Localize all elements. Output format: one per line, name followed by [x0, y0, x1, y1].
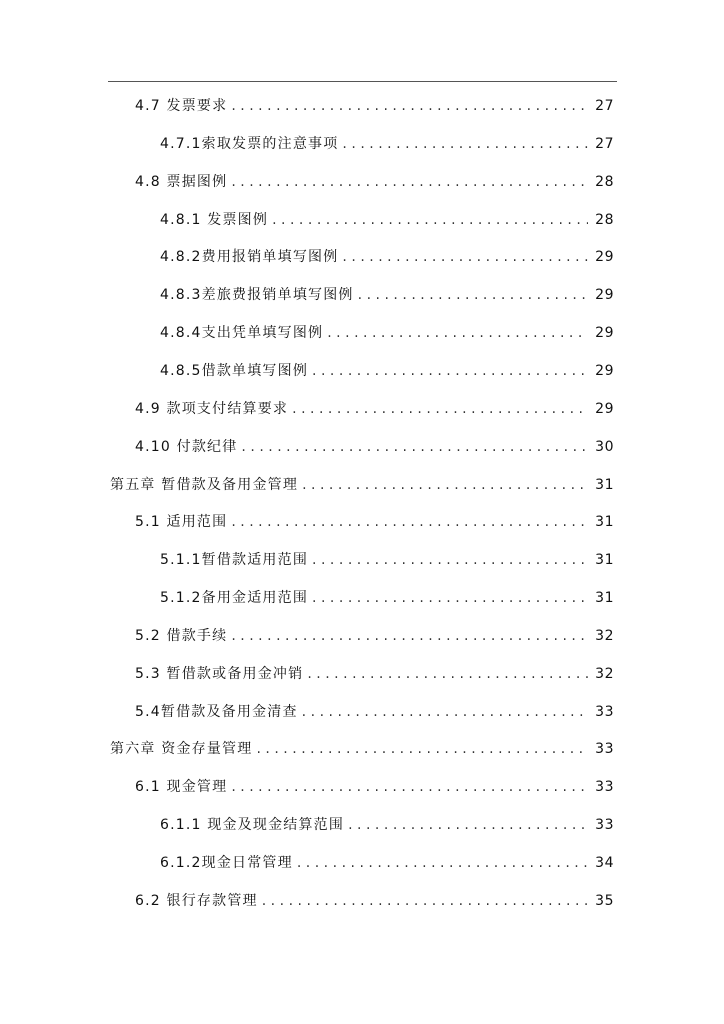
dot-leader [262, 891, 588, 911]
toc-entry-page: 31 [595, 477, 614, 493]
toc-entry-label: 4.8.3差旅费报销单填写图例 [160, 287, 354, 303]
toc-entry-page: 29 [595, 249, 614, 265]
toc-entry-label: 4.8.1 发票图例 [160, 212, 269, 228]
toc-entry[interactable] [160, 210, 614, 230]
toc-entry[interactable] [110, 475, 614, 495]
toc-entry[interactable] [160, 853, 614, 873]
dot-leader [272, 210, 588, 230]
toc-entry-page: 33 [595, 779, 614, 795]
toc-entry-page: 32 [595, 628, 614, 644]
toc-entry[interactable] [135, 777, 614, 797]
toc-entry-label: 6.1.1 现金及现金结算范围 [160, 817, 345, 833]
toc-entry-page: 33 [595, 741, 614, 757]
toc-entry[interactable] [160, 361, 614, 381]
dot-leader [231, 172, 588, 192]
toc-entry[interactable] [135, 512, 614, 532]
dot-leader [312, 361, 588, 381]
dot-leader [358, 285, 588, 305]
toc-entry-page: 31 [595, 590, 614, 606]
toc-entry[interactable] [160, 588, 614, 608]
dot-leader [312, 550, 588, 570]
toc-entry[interactable] [135, 172, 614, 192]
toc-entry-page: 32 [595, 666, 614, 682]
toc-entry[interactable] [160, 247, 614, 267]
toc-entry[interactable] [135, 702, 614, 722]
toc-entry-page: 27 [595, 136, 614, 152]
toc-entry-label: 6.1 现金管理 [135, 779, 228, 795]
toc-entry-page: 31 [595, 514, 614, 530]
toc-entry-page: 29 [595, 401, 614, 417]
toc-entry-page: 30 [595, 439, 614, 455]
toc-entry[interactable] [160, 285, 614, 305]
dot-leader [342, 247, 588, 267]
toc-entry[interactable] [160, 550, 614, 570]
toc-entry-label: 4.7.1索取发票的注意事项 [160, 136, 339, 152]
toc-entry-label: 5.3 暂借款或备用金冲销 [135, 666, 304, 682]
toc-entry[interactable] [135, 891, 614, 911]
dot-leader [348, 815, 588, 835]
toc-entry-label: 4.8 票据图例 [135, 174, 228, 190]
toc-entry[interactable] [135, 437, 614, 457]
toc-entry-page: 28 [595, 174, 614, 190]
dot-leader [231, 626, 588, 646]
toc-entry-label: 4.8.4支出凭单填写图例 [160, 325, 324, 341]
toc-entry-page: 29 [595, 363, 614, 379]
dot-leader [256, 739, 588, 759]
dot-leader [297, 853, 588, 873]
toc-entry-page: 29 [595, 325, 614, 341]
toc-entry-label: 6.2 银行存款管理 [135, 893, 258, 909]
toc-entry[interactable] [110, 739, 614, 759]
toc-entry-label: 4.8.2费用报销单填写图例 [160, 249, 339, 265]
dot-leader [292, 399, 588, 419]
toc-entry-label: 6.1.2现金日常管理 [160, 855, 293, 871]
toc-entry-label: 5.2 借款手续 [135, 628, 228, 644]
toc-entry-label: 第五章 暂借款及备用金管理 [110, 477, 299, 493]
toc-entry-page: 29 [595, 287, 614, 303]
toc-entry-page: 33 [595, 817, 614, 833]
toc-entry[interactable] [160, 323, 614, 343]
toc-entry-label: 4.8.5借款单填写图例 [160, 363, 309, 379]
dot-leader [307, 664, 588, 684]
toc-entry-label: 4.7 发票要求 [135, 98, 228, 114]
toc-entry[interactable] [135, 664, 614, 684]
toc-entry-label: 5.1.2备用金适用范围 [160, 590, 309, 606]
toc-entry-label: 4.9 款项支付结算要求 [135, 401, 289, 417]
toc-entry[interactable] [160, 815, 614, 835]
toc-entry-label: 5.1 适用范围 [135, 514, 228, 530]
dot-leader [312, 588, 588, 608]
toc-entry-page: 34 [595, 855, 614, 871]
dot-leader [241, 437, 588, 457]
toc-entry-page: 31 [595, 552, 614, 568]
toc-entry-label: 5.4暂借款及备用金清查 [135, 704, 298, 720]
toc-entry-page: 27 [595, 98, 614, 114]
dot-leader [302, 702, 588, 722]
dot-leader [231, 96, 588, 116]
toc-entry-label: 5.1.1暂借款适用范围 [160, 552, 309, 568]
dot-leader [231, 512, 588, 532]
dot-leader [302, 475, 588, 495]
toc-entry[interactable] [135, 96, 614, 116]
toc-entry[interactable] [160, 134, 614, 154]
dot-leader [342, 134, 588, 154]
toc-entry[interactable] [135, 399, 614, 419]
toc-entry-page: 35 [595, 893, 614, 909]
toc-entry-page: 33 [595, 704, 614, 720]
toc-entry[interactable] [135, 626, 614, 646]
dot-leader [327, 323, 588, 343]
toc-entry-label: 4.10 付款纪律 [135, 439, 238, 455]
toc-entry-label: 第六章 资金存量管理 [110, 741, 253, 757]
dot-leader [231, 777, 588, 797]
toc-entry-page: 28 [595, 212, 614, 228]
